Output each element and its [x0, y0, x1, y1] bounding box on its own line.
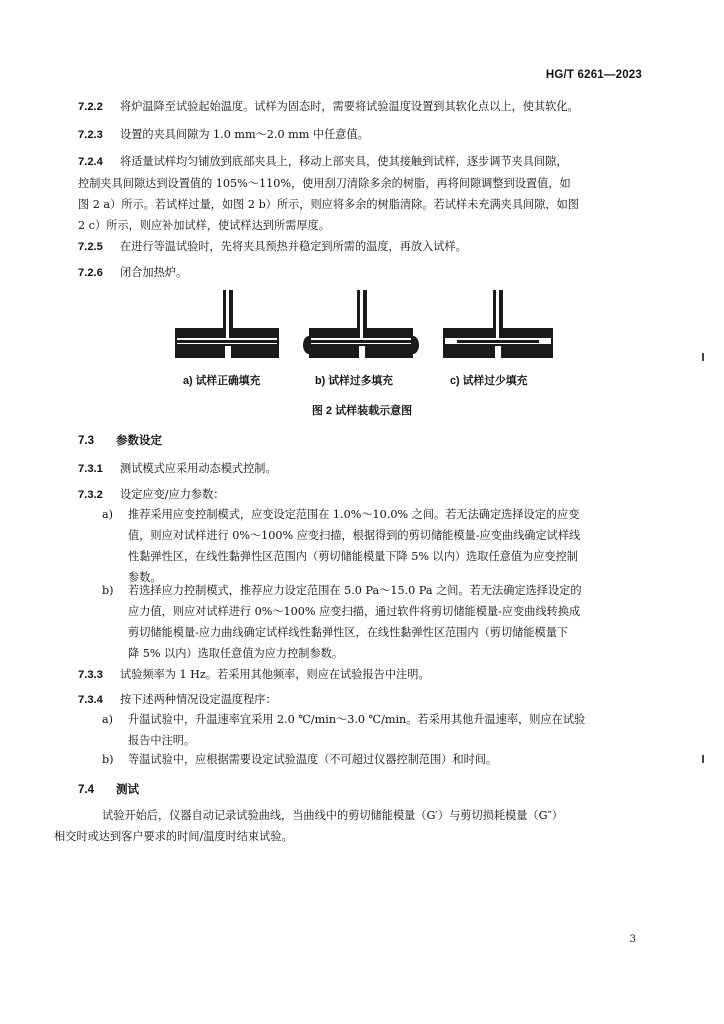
list-text-line: 推荐采用应变控制模式，应变设定范围在 1.0%～10.0% 之间。若无法确定选择设定的应变 — [128, 508, 580, 521]
section-number: 7.3 — [78, 435, 94, 447]
clause-text-line: 控制夹具间隙达到设置值的 105%～110%，使用刮刀清除多余的树脂，再将间隙调整到设置值，如 — [78, 177, 571, 190]
clause-number: 7.3.2 — [78, 489, 103, 501]
clause-text: 将炉温降至试验起始温度。试样为固态时，需要将试验温度设置到其软化点以上，使其软化。 — [120, 100, 579, 113]
clause-text: 闭合加热炉。 — [120, 266, 188, 279]
fixture-correct-fill — [175, 290, 279, 358]
clause-text-line: 图 2 a）所示。若试样过量，如图 2 b）所示，则应将多余的树脂清除。若试样未充满夹具间隙，如图 — [78, 198, 579, 211]
clause-text: 设置的夹具间隙为 1.0 mm～2.0 mm 中任意值。 — [120, 128, 369, 141]
paragraph-line: 试验开始后，仪器自动记录试验曲线，当曲线中的剪切储能模量（G′）与剪切损耗模量（G″） — [102, 809, 563, 822]
section-7-3-heading — [78, 432, 162, 448]
section-number: 7.4 — [78, 784, 94, 796]
clause-number: 7.3.1 — [78, 463, 103, 475]
clause-7-3-1 — [78, 458, 650, 480]
clause-number: 7.2.6 — [78, 267, 103, 279]
list-text-line: 应力值，则应对试样进行 0%～100% 应变扫描，通过软件将剪切储能模量-应变曲线转换成 — [128, 605, 581, 618]
section-7-4-body — [54, 805, 650, 847]
figure-label-a: a) 试样正确填充 — [183, 375, 261, 387]
margin-mark — [702, 353, 704, 361]
list-text-line: 等温试验中，应根据需要设定试验温度（不可超过仪器控制范围）和时间。 — [128, 753, 498, 766]
clause-text: 设定应变/应力参数： — [120, 488, 225, 501]
clause-7-2-3 — [78, 124, 650, 146]
figure-caption: 图 2 试样装载示意图 — [311, 405, 413, 417]
clause-number: 7.2.5 — [78, 241, 103, 253]
section-7-4-heading — [78, 781, 139, 797]
list-label: b) — [102, 584, 114, 597]
clause-text: 测试模式应采用动态模式控制。 — [120, 462, 277, 475]
clause-7-2-6 — [78, 262, 650, 284]
figure-label-b: b) 试样过多填充 — [315, 375, 393, 387]
section-title: 测试 — [116, 784, 139, 796]
clause-7-2-5 — [78, 236, 650, 258]
list-text-line: 报告中注明。 — [128, 734, 196, 747]
list-text-line: 升温试验中，升温速率宜采用 2.0 ℃/min～3.0 ℃/min。若采用其他升温速率，则应在试验 — [128, 713, 586, 726]
paragraph-line: 相交时或达到客户要求的时间/温度时结束试验。 — [54, 830, 293, 843]
list-label: b) — [102, 753, 114, 766]
clause-number: 7.2.4 — [78, 156, 103, 168]
list-text-line: 降 5% 以内）选取任意值为应力控制参数。 — [128, 647, 344, 660]
clause-7-2-4 — [78, 151, 650, 236]
list-text-line: 值，则应对试样进行 0%～100% 应变扫描，根据得到的剪切储能模量-应变曲线确定试样线 — [128, 529, 581, 542]
clause-7-3-4 — [78, 689, 650, 711]
clause-text-line: 2 c）所示，则应补加试样，使试样达到所需厚度。 — [78, 219, 330, 232]
list-item-strain-mode — [102, 504, 650, 588]
list-text-line: 性黏弹性区，在线性黏弹性区范围内（剪切储能模量下降 5% 以内）选取任意值为应变控制 — [128, 550, 578, 563]
fixture-underfill — [443, 290, 553, 358]
section-title: 参数设定 — [116, 435, 162, 447]
list-text-line: 参数。 — [128, 571, 162, 584]
clause-7-3-3 — [78, 664, 650, 686]
margin-mark — [702, 755, 704, 763]
list-item-isothermal-test — [102, 749, 650, 770]
standard-code: HG/T 6261—2023 — [545, 69, 642, 81]
clause-number: 7.3.4 — [78, 694, 103, 706]
page-number: 3 — [629, 934, 636, 945]
clause-text: 按下述两种情况设定温度程序： — [120, 693, 277, 706]
list-item-stress-mode — [102, 580, 650, 664]
clause-7-3-2 — [78, 484, 650, 506]
list-label: a) — [102, 713, 114, 726]
clause-number: 7.3.3 — [78, 669, 103, 681]
clause-text: 试验频率为 1 Hz。若采用其他频率，则应在试验报告中注明。 — [120, 668, 430, 681]
fixture-overfill — [303, 290, 419, 358]
clause-text: 在进行等温试验时，先将夹具预热并稳定到所需的温度，再放入试样。 — [120, 240, 467, 253]
list-text-line: 剪切储能模量-应力曲线确定试样线性黏弹性区，在线性黏弹性区范围内（剪切储能模量下 — [128, 626, 569, 639]
clause-number: 7.2.2 — [78, 101, 103, 113]
clause-number: 7.2.3 — [78, 129, 103, 141]
list-item-heating-test — [102, 709, 650, 751]
figure-2-diagram — [175, 290, 555, 360]
list-label: a) — [102, 508, 114, 521]
figure-label-c: c) 试样过少填充 — [450, 375, 528, 387]
clause-text-line: 将适量试样均匀铺放到底部夹具上，移动上部夹具，使其接触到试样，逐步调节夹具间隙， — [120, 155, 568, 168]
clause-7-2-2 — [78, 96, 650, 118]
list-text-line: 若选择应力控制模式，推荐应力设定范围在 5.0 Pa～15.0 Pa 之间。若无法确定选择设定的 — [128, 584, 582, 597]
